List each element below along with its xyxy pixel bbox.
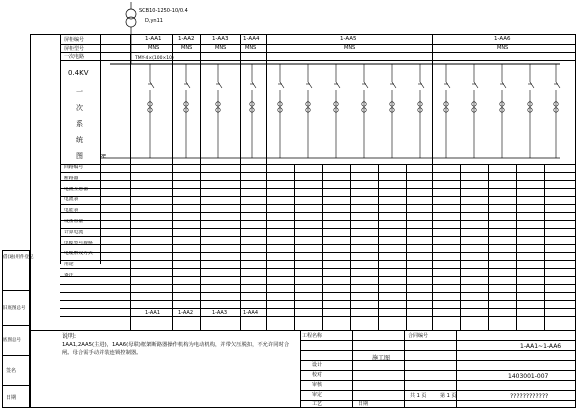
transformer-sub: D,yn11	[145, 18, 163, 24]
role-approve: 审定	[312, 392, 323, 398]
feeder-line	[530, 82, 534, 88]
stamp-sign: 签名	[6, 368, 17, 374]
panel-type-5: MNS	[344, 45, 356, 51]
role-review: 审核	[312, 382, 323, 388]
row-label: 设备容量	[64, 219, 84, 224]
panel-type-1: MNS	[148, 45, 160, 51]
row-panel-type-label: 屏柜型号	[64, 46, 85, 52]
row-circuit-label: 一次电路	[64, 54, 85, 60]
panel-id-3: 1-AA3	[212, 36, 229, 42]
panel-id-5: 1-AA5	[340, 36, 357, 42]
busbar-label: TMY-4×(100×10)	[135, 56, 174, 61]
feeder-line	[364, 82, 368, 88]
outgoing-label-2: 1-AA2	[178, 310, 194, 316]
feeder-line	[186, 82, 190, 88]
feeder-line	[420, 82, 424, 88]
design-stage: 施工图	[372, 355, 391, 362]
transformer-label: SCB10-1250-10/0.4	[139, 8, 188, 14]
row-label: 备注	[64, 273, 74, 278]
role-date: 日期	[358, 401, 369, 407]
row-label: 计算电流	[64, 229, 84, 235]
feeder-line	[336, 82, 340, 88]
drawing-number: 1403001-007	[508, 373, 549, 380]
panel-id-2: 1-AA2	[178, 36, 195, 42]
row-panel-no-label: 屏柜编号	[64, 37, 85, 43]
feeder-line	[218, 82, 222, 88]
outgoing-label-4: 1-AA4	[243, 310, 259, 316]
notes-line1: 1AA1,2AA5(主进)，1AA6(母联)框架断路器操作机构为电动机构，并带欠压脱扣，不允许同时合	[62, 342, 290, 348]
row-label: 电缆敷设方式	[64, 251, 93, 257]
feeder-line	[446, 82, 450, 88]
notes-line2: 闸。母合需手动并装连锁控制器。	[62, 350, 142, 356]
panel-type-4: MNS	[245, 45, 257, 51]
page-count: 共 1 页	[410, 393, 427, 399]
feeder-line	[556, 82, 560, 88]
row-label: 断路器	[64, 175, 79, 181]
stamp-reuse: 借(通)用件登记	[3, 255, 34, 260]
feeder-line	[502, 82, 506, 88]
notes-title: 说明:	[62, 333, 77, 340]
placeholder-text: ????????????	[510, 393, 549, 400]
feeder-line	[474, 82, 478, 88]
stamp-old-base: 旧底图总号	[3, 306, 26, 311]
outgoing-label-3: 1-AA3	[212, 310, 228, 316]
contract-label: 合同编号	[408, 333, 429, 339]
row-label: 电流表	[64, 197, 79, 203]
stamp-date: 日期	[6, 395, 17, 401]
drawing-name: 1-AA1~1-AA6	[520, 343, 562, 350]
stamp-base: 底图总号	[3, 338, 21, 343]
row-label: 电缆型号规格	[64, 240, 93, 246]
panel-type-6: MNS	[497, 45, 509, 51]
role-check: 校对	[312, 372, 323, 378]
voltage-label: 0.4KV	[68, 69, 89, 77]
role-design: 设计	[312, 362, 323, 368]
row-label: 用途	[64, 262, 74, 268]
panel-type-2: MNS	[181, 45, 193, 51]
feeder-line	[280, 82, 284, 88]
row-label: 回路编号	[64, 165, 84, 170]
row-label: 电能表	[64, 208, 79, 214]
system-diagram-label: 一 次 系 统 图	[76, 88, 83, 160]
feeder-line	[308, 82, 312, 88]
panel-id-4: 1-AA4	[243, 36, 260, 42]
role-process: 工艺	[312, 401, 323, 407]
row-label: 电流互感器	[64, 186, 88, 192]
project-label: 工程名称	[302, 333, 323, 339]
panel-type-3: MNS	[215, 45, 227, 51]
panel-id-6: 1-AA6	[494, 36, 511, 42]
sheet-number: 第 1 页	[440, 393, 457, 399]
feeder-line	[150, 82, 154, 88]
outgoing-label-1: 1-AA1	[145, 310, 161, 316]
panel-id-1: 1-AA1	[145, 36, 162, 42]
pe-label: PE	[100, 154, 107, 160]
feeder-line	[392, 82, 396, 88]
feeder-line	[252, 82, 256, 88]
